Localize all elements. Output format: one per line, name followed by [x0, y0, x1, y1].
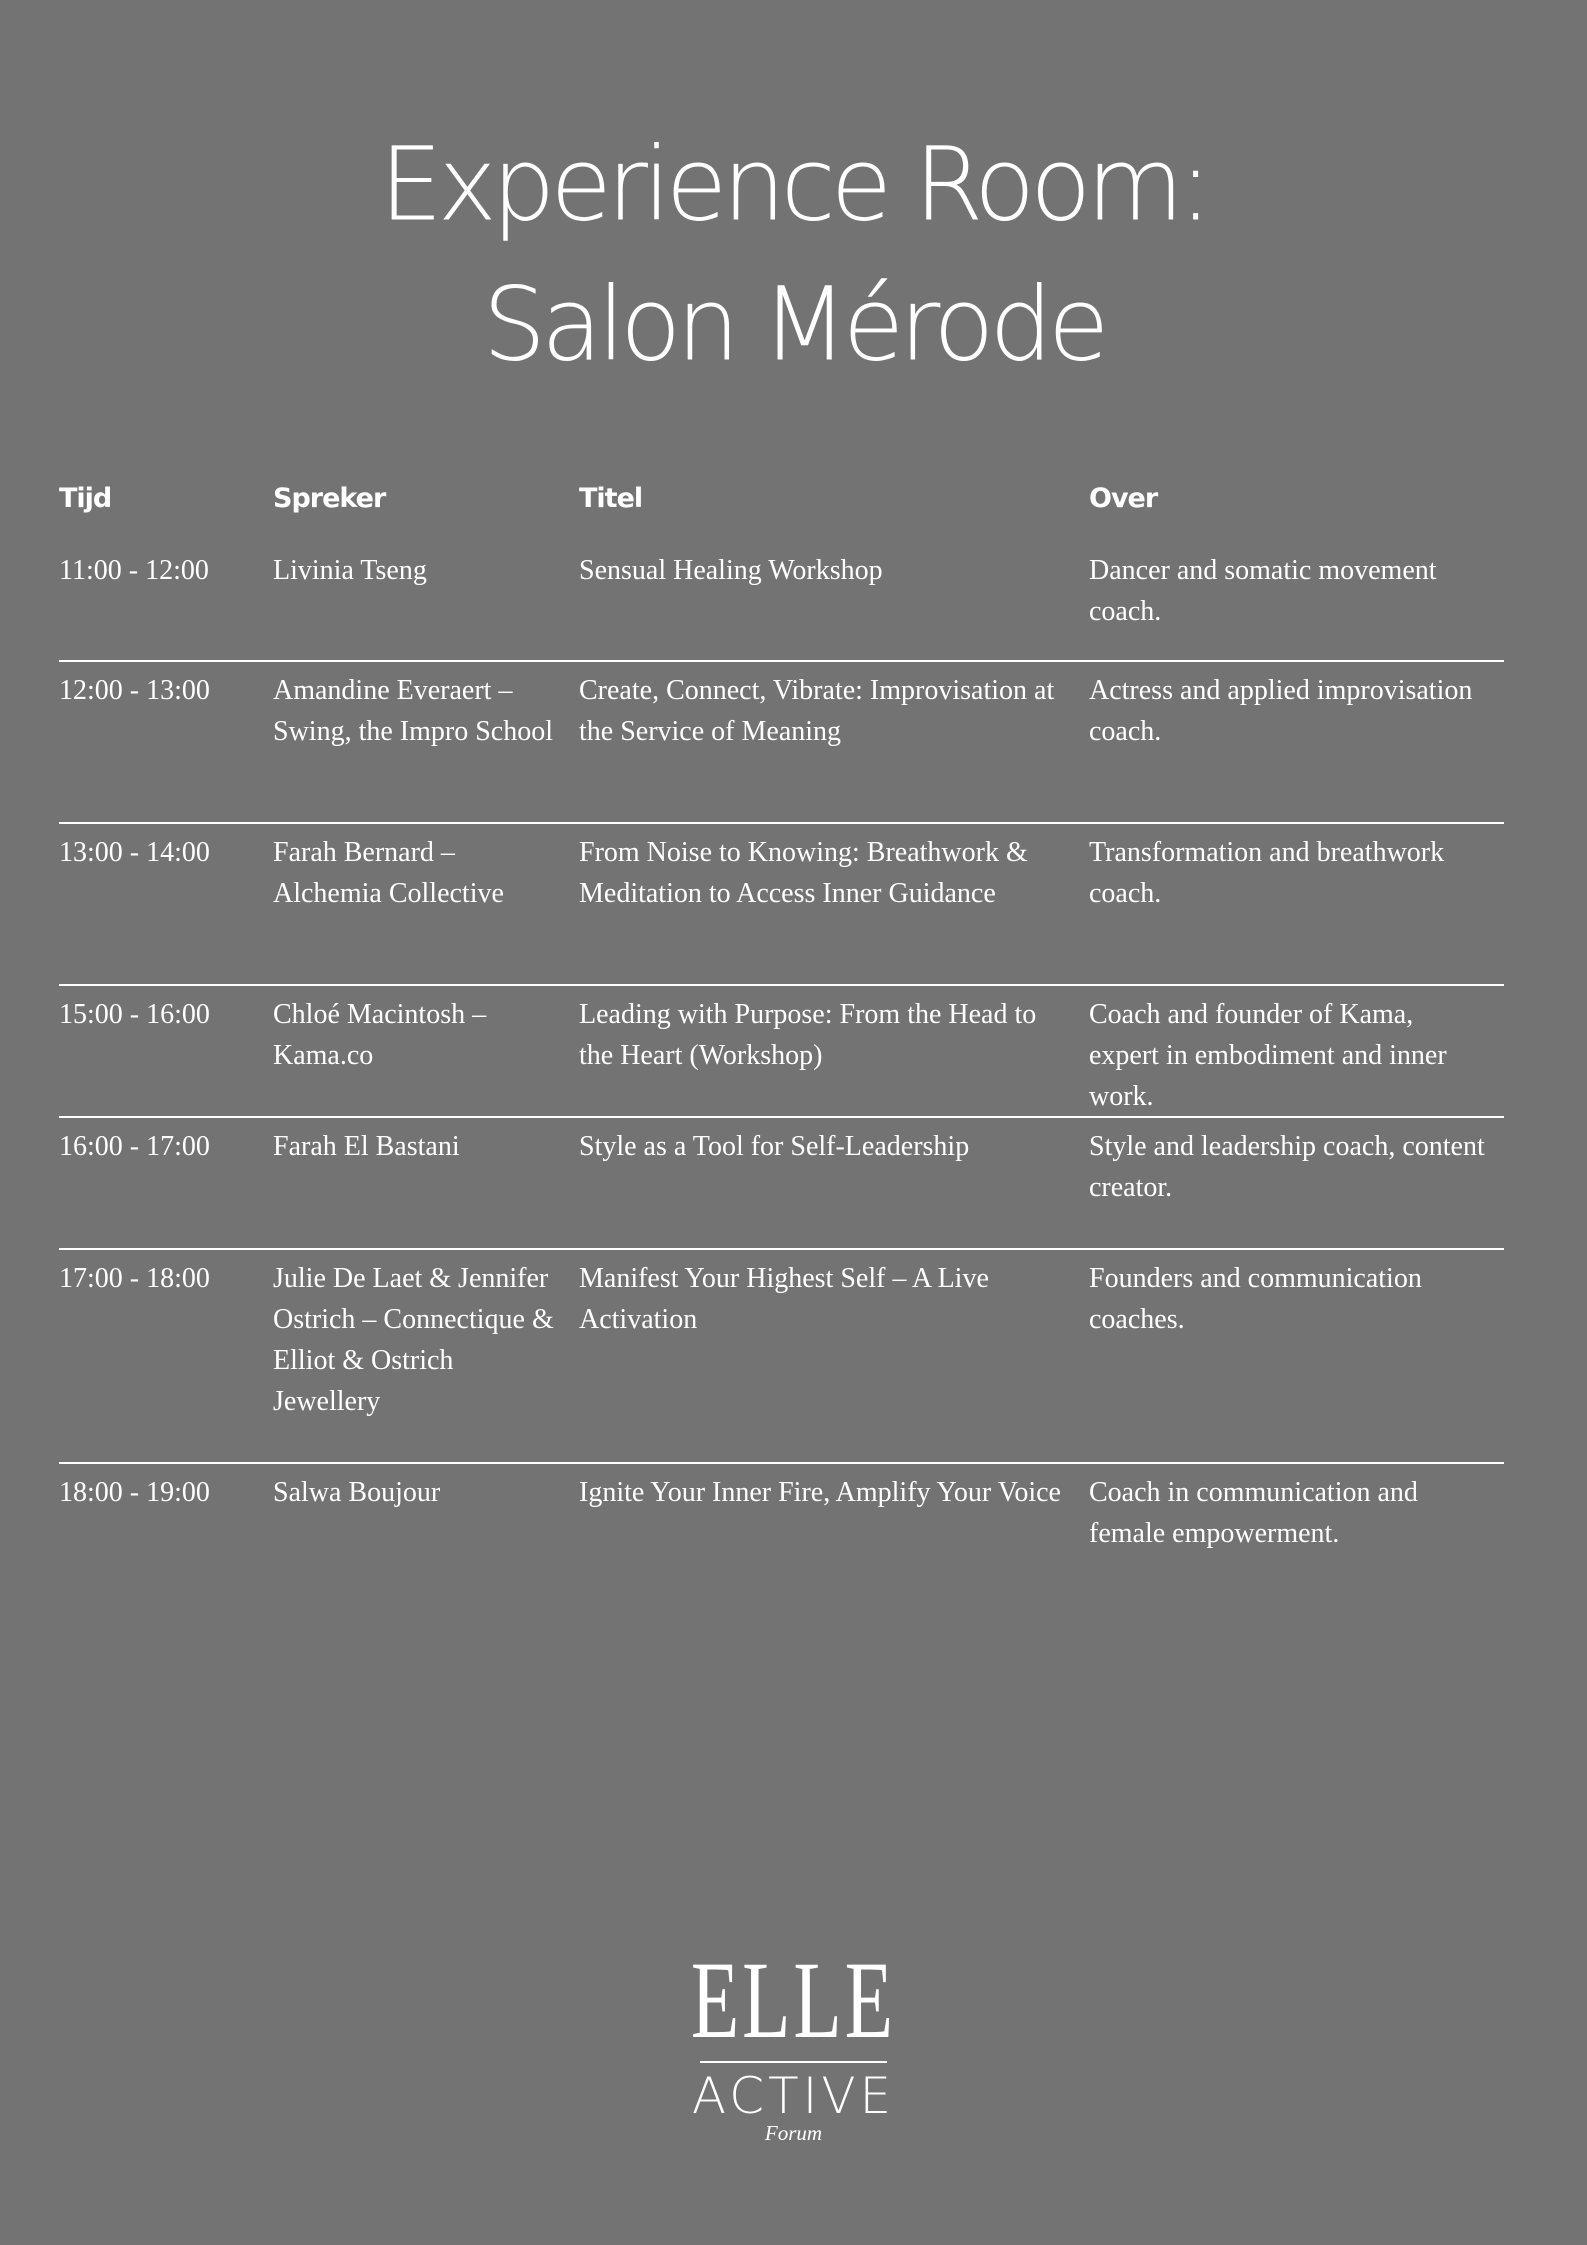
header-title: Titel: [579, 483, 643, 514]
table-row: [59, 986, 1504, 1118]
row-time: 18:00 - 19:00: [59, 1477, 210, 1508]
row-title: Leading with Purpose: From the Head to the Heart (Workshop): [579, 999, 1037, 1071]
table-row: [59, 1118, 1504, 1250]
row-title: Create, Connect, Vibrate: Improvisation at the Service of Meaning: [579, 675, 1055, 747]
logo-brand: ELLE: [690, 1939, 897, 2061]
row-time: 16:00 - 17:00: [59, 1131, 210, 1162]
row-about: Style and leadership coach, content creator.: [1089, 1131, 1485, 1203]
row-speaker: Farah Bernard – Alchemia Collective: [273, 837, 504, 909]
page-title-line-2: Salon Mérode: [482, 264, 1105, 385]
logo-tag: Forum: [764, 2121, 823, 2145]
row-time: 12:00 - 13:00: [59, 675, 210, 706]
row-about: Dancer and somatic movement coach.: [1089, 555, 1437, 627]
row-time: 11:00 - 12:00: [59, 555, 209, 586]
elle-active-forum-logo: [0, 1939, 1587, 2145]
logo-sub: ACTIVE: [691, 2067, 896, 2125]
row-about: Coach and founder of Kama, expert in embodiment and inner work.: [1089, 999, 1447, 1112]
table-row: [59, 824, 1504, 986]
table-row: [59, 1250, 1504, 1464]
table-row: [59, 1464, 1504, 1584]
row-title: Sensual Healing Workshop: [579, 555, 883, 586]
row-about: Transformation and breathwork coach.: [1089, 837, 1445, 909]
page-title-line-1: Experience Room:: [379, 124, 1208, 245]
row-speaker: Chloé Macintosh – Kama.co: [273, 999, 487, 1071]
row-speaker: Salwa Boujour: [273, 1477, 441, 1508]
row-title: Ignite Your Inner Fire, Amplify Your Voice: [579, 1477, 1061, 1508]
header-time: Tijd: [59, 483, 112, 514]
row-about: Actress and applied improvisation coach.: [1089, 675, 1473, 747]
row-speaker: Livinia Tseng: [273, 555, 427, 586]
table-row: [59, 662, 1504, 824]
row-time: 15:00 - 16:00: [59, 999, 210, 1030]
header-speaker: Spreker: [273, 483, 386, 514]
row-time: 13:00 - 14:00: [59, 837, 210, 868]
row-speaker: Amandine Everaert – Swing, the Impro School: [273, 675, 553, 747]
header-about: Over: [1089, 483, 1158, 514]
row-speaker: Julie De Laet & Jennifer Ostrich – Connectique & Elliot & Ostrich Jewellery: [273, 1263, 554, 1417]
row-title: From Noise to Knowing: Breathwork & Meditation to Access Inner Guidance: [579, 837, 1028, 909]
row-about: Founders and communication coaches.: [1089, 1263, 1422, 1335]
schedule-header-row: [59, 478, 1504, 542]
row-about: Coach in communication and female empowerment.: [1089, 1477, 1418, 1549]
row-title: Manifest Your Highest Self – A Live Activation: [579, 1263, 989, 1335]
table-row: [59, 542, 1504, 662]
row-speaker: Farah El Bastani: [273, 1131, 460, 1162]
row-title: Style as a Tool for Self-Leadership: [579, 1131, 970, 1162]
schedule-table: [59, 478, 1504, 1584]
logo-divider: [700, 2061, 887, 2063]
row-time: 17:00 - 18:00: [59, 1263, 210, 1294]
